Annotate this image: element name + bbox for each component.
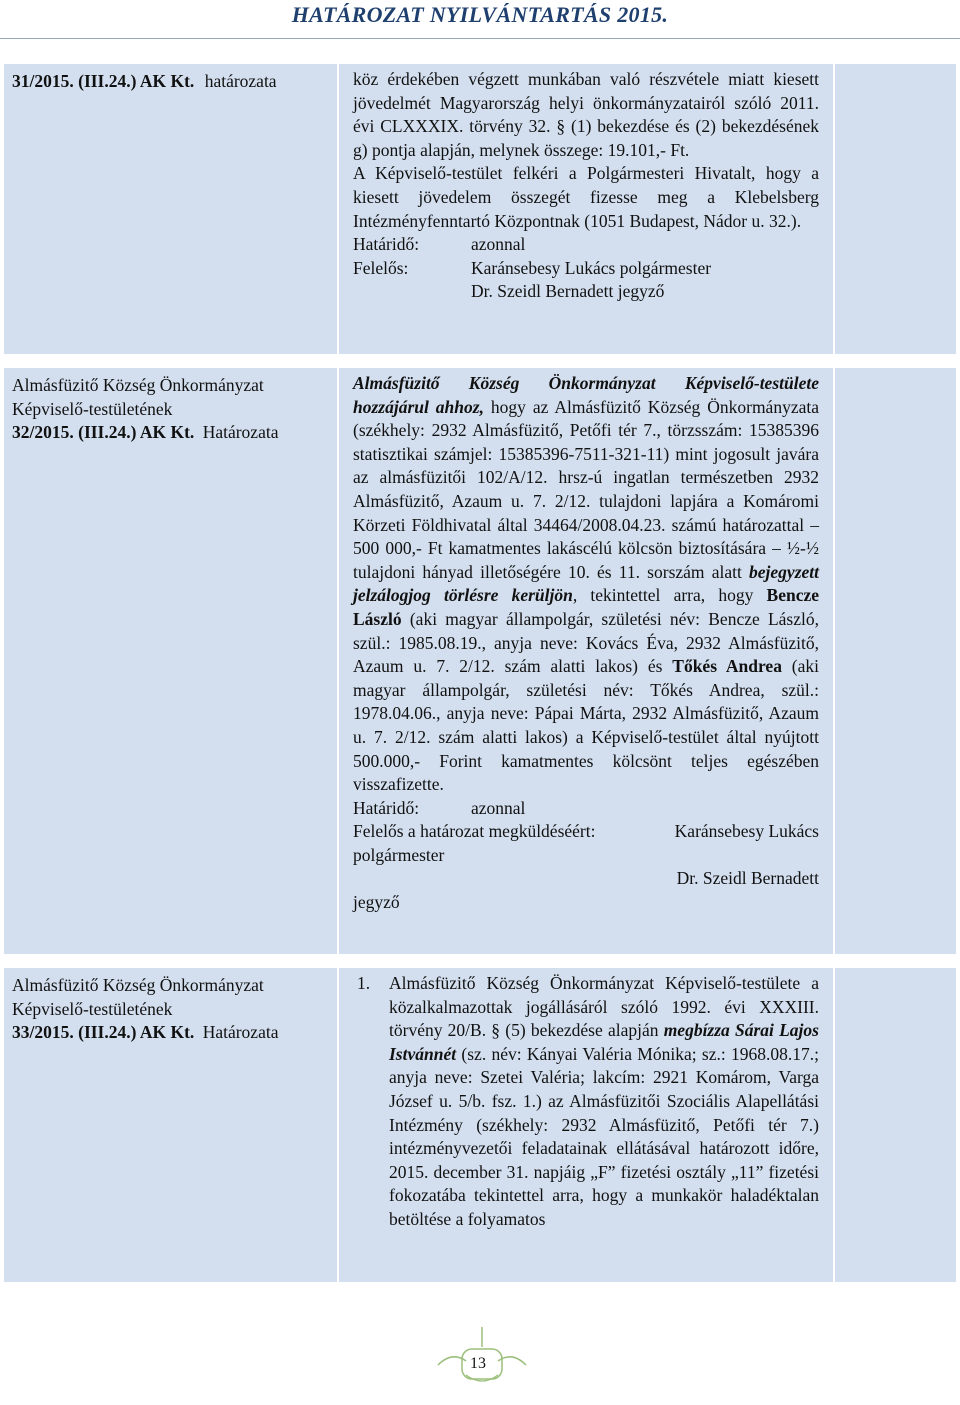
page-header-title: HATÁROZAT NYILVÁNTARTÁS 2015. — [291, 2, 669, 27]
deadline-label: Határidő: — [353, 797, 420, 818]
body-text: (aki magyar állampolgár, születési név: Tőkés Andrea, szül.: 1978.04.06., anyja neve: Pápai Márta, 2932 Almásfüzitő, Azaum u. 7. 2/12. szám alatti lakos) a Képviselő-testület által nyújtott 500.000,- Forint kamatmentes kölcsönt teljes egészében visszafizette. — [353, 656, 819, 795]
resolution-number: 33/2015. (III.24.) AK Kt. — [12, 1022, 195, 1042]
body-intro: Almásfüzitő Község Önkormányzat Képviselő-testülete hozzájárul ahhoz, — [353, 373, 819, 417]
deadline-line — [353, 233, 819, 257]
responsible-value: Dr. Szeidl Bernadett — [676, 868, 819, 889]
resolution-label-cell — [4, 64, 337, 354]
body-emphasis: bejegyzett jelzálogjog törlésre kerüljön — [353, 561, 819, 606]
body-paragraph — [353, 372, 819, 797]
resolution-table — [4, 64, 956, 1282]
resolution-number: 32/2015. (III.24.) AK Kt. — [12, 422, 195, 442]
list-item — [357, 972, 819, 1232]
body-paragraph: A Képviselő-testület felkéri a Polgármesteri Hivatalt, hogy a kiesett jövedelem összegét fizesse meg a Klebelsberg Intézményfenntartó Központnak (1051 Budapest, Nádor u. 32.). — [353, 163, 819, 231]
list-number: 1. — [357, 973, 371, 993]
body-name: Képviselő-testületének — [12, 398, 173, 419]
body-paragraph — [389, 972, 819, 1232]
responsible-title: polgármester — [353, 844, 445, 865]
responsible-label: Felelős: — [353, 257, 409, 278]
page-number: 13 — [470, 1355, 486, 1372]
body-text: (aki magyar állampolgár, születési név: Bencze László, szül.: 1985.08.19., anyja neve: Kovács Éva, 2932 Almásfüzitő, Azaum u. 7. 2/12. szám alatti lakos) és — [353, 608, 819, 677]
municipality-name: Almásfüzitő Község Önkormányzat — [12, 975, 264, 995]
person-name: Bencze László — [353, 585, 819, 629]
resolution-type: Határozata — [202, 1022, 279, 1042]
resolution-body-cell — [339, 368, 833, 954]
responsible-title: jegyző — [353, 892, 400, 913]
resolution-body-cell — [339, 64, 833, 354]
resolution-label-cell — [4, 368, 337, 954]
responsible-line — [353, 820, 819, 844]
body-text: hogy az Almásfüzitő Község Önkormányzata (székhely: 2932 Almásfüzitő, Petőfi tér 7., törzsszám: 15385396 statisztikai számjel: 15385396-7511-321-11) mint jogosult javára az almásfüzitői 102/A/12. hrsz-ú ingatlan természetben 2932 Almásfüzitő, Azaum u. 7. 2/12. tulajdoni lapjára a Komáromi Körzeti Földhivatal által 34464/2008.04.23. számú határozattal – 500 000,- Ft kamatmentes lakáscélú kölcsön biztosítására – ½-½ tulajdoni hányad illetőségére 10. és 11. sorszám alatt — [353, 396, 819, 582]
resolution-type: Határozata — [202, 422, 279, 442]
table-row — [4, 64, 956, 354]
responsible-value: Karánsebesy Lukács — [674, 821, 819, 842]
responsible-line — [353, 280, 819, 304]
municipality-name: Almásfüzitő Község Önkormányzat — [12, 375, 264, 395]
responsible-line — [353, 257, 819, 281]
body-paragraph: köz érdekében végzett munkában való részvétele miatt kiesett jövedelmét Magyarország helyi önkormányzatairól szóló 2011. évi CLXXXIX. törvény 32. § (1) bekezdése és (2) bekezdésének g) pontja alapján, melynek összege: 19.101,- Ft. — [353, 69, 819, 160]
body-text: , tekintettel arra, hogy — [572, 585, 767, 606]
empty-cell — [835, 968, 956, 1282]
table-row — [4, 968, 956, 1282]
resolution-body-cell — [339, 968, 833, 1282]
resolution-number: 31/2015. (III.24.) AK Kt. — [12, 71, 195, 91]
body-emphasis: megbízza Sárai Lajos Istvánnét — [389, 1020, 819, 1064]
body-text: Almásfüzitő Község Önkormányzat Képviselő-testülete a közalkalmazottak jogállásáról szóló 1992. évi XXXIII. törvény 20/B. § (5) bekezdése alapján — [389, 973, 819, 1041]
empty-cell — [835, 64, 956, 354]
resolution-type: határozata — [204, 71, 277, 91]
header-rule — [0, 38, 960, 39]
deadline-value: azonnal — [471, 234, 526, 255]
person-name: Tőkés Andrea — [672, 656, 782, 677]
body-text: (sz. név: Kányai Valéria Mónika; sz.: 1968.08.17.; anyja neve: Szetei Valéria; lakcím: 2921 Komárom, Varga József u. 5/b. fsz. 1.) az Almásfüzitői Szociális Alapellátási Intézmény (székhely: 2932 Almásfüzitő, Petőfi tér 7.) intézményvezetői feladatainak ellátásával határozott időre, 2015. december 31. napjáig „F” fizetési osztály „11” fizetési fokozatába tekintettel arra, hogy a munkakör haladéktalan betöltése a folyamatos — [389, 1043, 819, 1229]
deadline-value: azonnal — [471, 797, 526, 818]
responsible-value: Dr. Szeidl Bernadett jegyző — [471, 281, 665, 302]
resolution-label-cell — [4, 968, 337, 1282]
deadline-line — [353, 797, 819, 821]
empty-cell — [835, 368, 956, 954]
responsible-label: Felelős a határozat megküldéséért: — [353, 821, 596, 842]
body-name: Képviselő-testületének — [12, 998, 173, 1019]
table-row — [4, 368, 956, 954]
deadline-label: Határidő: — [353, 234, 420, 255]
responsible-value: Karánsebesy Lukács polgármester — [471, 257, 712, 278]
